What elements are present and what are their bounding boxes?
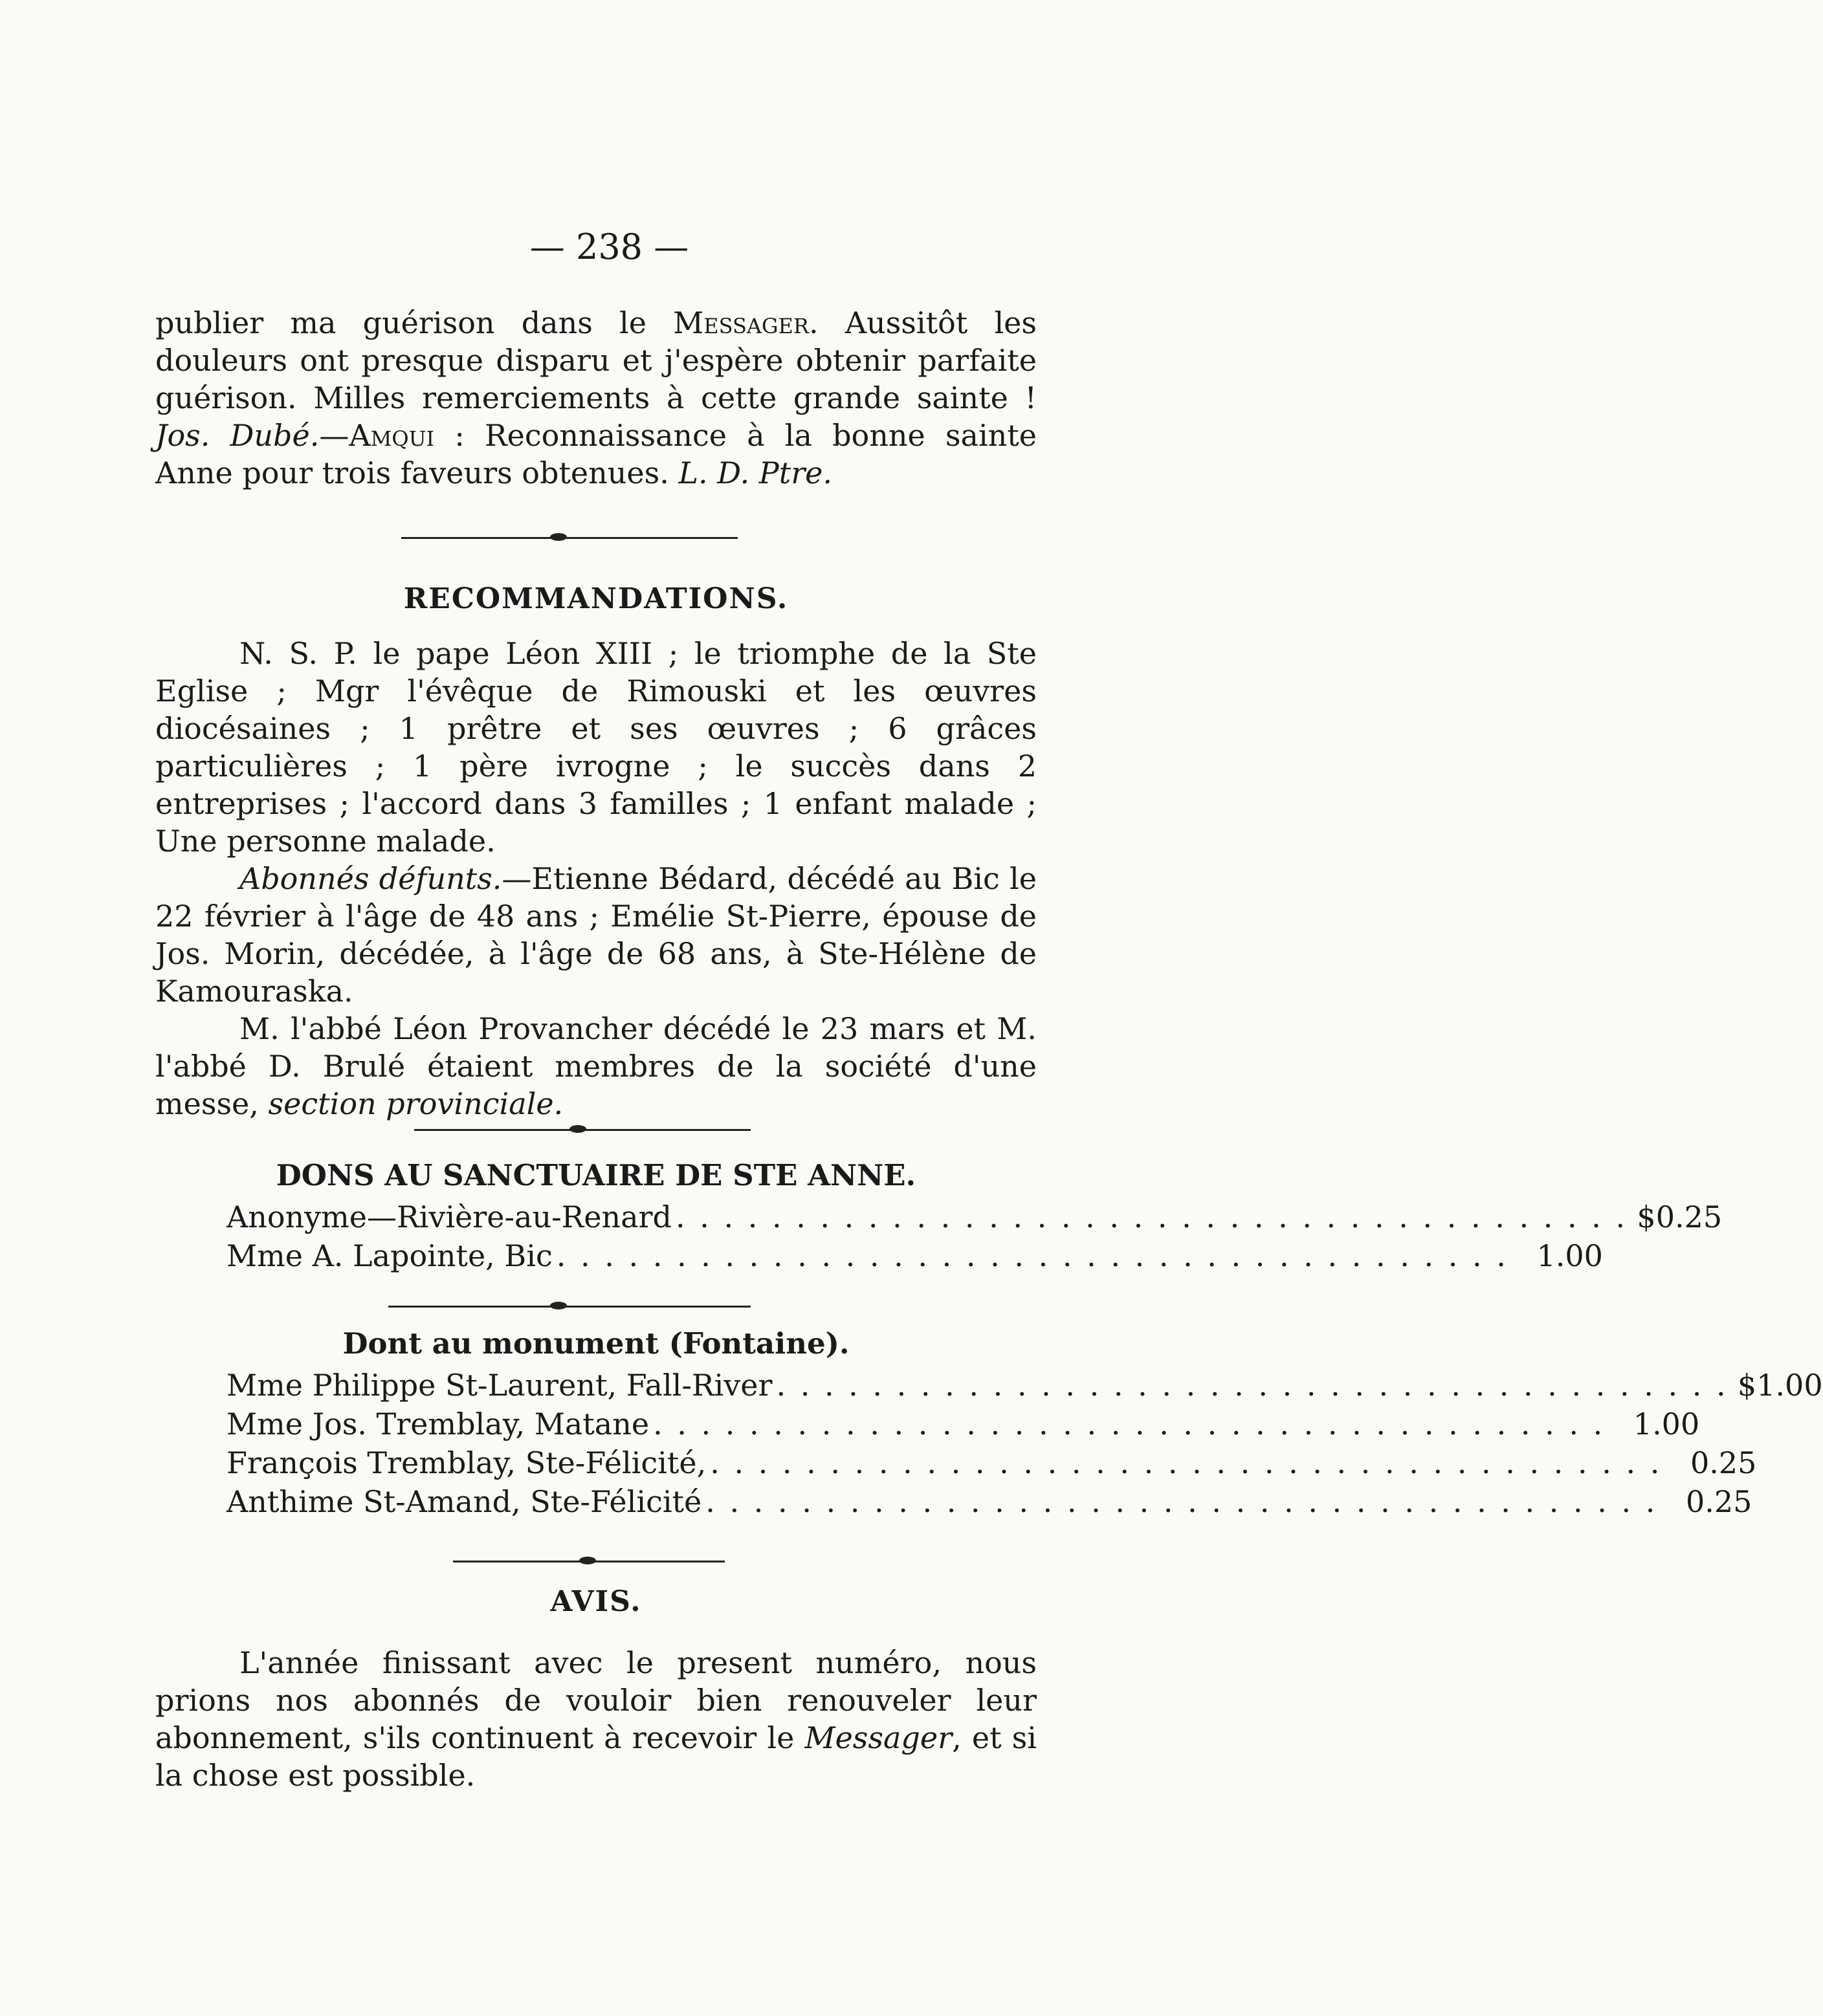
intro-signature-1: Jos. Dubé.	[155, 418, 320, 453]
intro-signature-2: L. D. Ptre.	[678, 455, 833, 490]
avis-text-2: , et si la chose est possible.	[155, 1720, 1037, 1793]
recommandations-title: RECOMMANDATIONS.	[403, 582, 789, 615]
intro-section	[155, 304, 1037, 492]
don-name: Anonyme—Rivière-au-Renard	[226, 1200, 672, 1234]
recommandations-paragraph-1: N. S. P. le pape Léon XIII ; le triomphe de la Ste Eglise ; Mgr l'évêque de Rimouski et les œuvres diocésaines ; 1 prêtre et ses œuvres ; 6 grâces particulières ; 1 père ivrogne ; le succès dans 2 entreprises ; l'accord dans 3 familles ; 1 enfant malade ; Une personne malade.	[155, 636, 1037, 859]
divider	[401, 537, 738, 539]
intro-text-2: . Aussitôt les douleurs ont presque disparu et j'espère obtenir parfaite guérison. Milles remerciements à cette grande sainte !	[155, 305, 1037, 415]
dot-leader: . . . . . . . . . . . . . . . . . . . . . . . . . . . . . . . . . . . . . . . .	[776, 1368, 1729, 1403]
abonnes-defunts-label: Abonnés défunts.	[239, 861, 502, 896]
monument-don-row	[226, 1482, 1752, 1521]
don-row	[226, 1236, 1603, 1275]
recommandations-section	[155, 582, 1037, 1123]
monument-don-row	[226, 1405, 1700, 1443]
dons-list	[226, 1198, 1723, 1275]
monument-don-row	[226, 1443, 1757, 1482]
section-provinciale: section provinciale.	[268, 1086, 564, 1121]
dot-leader: . . . . . . . . . . . . . . . . . . . . . . . . . . . . . . . . . . . . . . . .	[705, 1484, 1658, 1519]
recommandations-paragraph-3	[155, 1010, 1037, 1123]
don-amount: 1.00	[1536, 1238, 1603, 1273]
dot-leader: . . . . . . . . . . . . . . . . . . . . . . . . . . . . . . . . . . . . . . . .	[675, 1200, 1628, 1234]
monument-title: Dont au monument (Fontaine).	[342, 1326, 850, 1361]
monument-list	[226, 1366, 1823, 1521]
intro-text-3: —	[319, 418, 349, 453]
monument-don-amount: 1.00	[1633, 1407, 1700, 1441]
provancher-text: M. l'abbé Léon Provancher décédé le 23 mars et M. l'abbé D. Brulé étaient membres de la société d'une messe,	[155, 1011, 1037, 1121]
intro-text-1: publier ma guérison dans le	[155, 305, 674, 340]
dot-leader: . . . . . . . . . . . . . . . . . . . . . . . . . . . . . . . . . . . . . . . .	[653, 1407, 1606, 1441]
intro-place: Amqui	[349, 418, 435, 453]
monument-don-row	[226, 1366, 1823, 1405]
monument-don-name: François Tremblay, Ste-Félicité,	[226, 1445, 707, 1480]
divider	[414, 1129, 751, 1131]
monument-don-name: Mme Philippe St-Laurent, Fall-River	[226, 1368, 773, 1403]
avis-paragraph	[155, 1644, 1037, 1794]
avis-messager: Messager	[804, 1720, 953, 1755]
intro-text-4: : Reconnaissance à la bonne sainte Anne pour trois faveurs obtenues.	[155, 418, 1037, 490]
avis-text-1: L'année finissant avec le present numéro, nous prions nos abonnés de vouloir bien renouveler leur abonnement, s'ils continuent à recevoir le	[155, 1645, 1037, 1755]
dot-leader: . . . . . . . . . . . . . . . . . . . . . . . . . . . . . . . . . . . . . . . .	[556, 1238, 1508, 1273]
intro-messager: Messager	[673, 305, 810, 340]
dot-leader: . . . . . . . . . . . . . . . . . . . . . . . . . . . . . . . . . . . . . . . .	[710, 1445, 1663, 1480]
divider	[453, 1561, 725, 1562]
recommandations-paragraph-2	[155, 860, 1037, 1010]
avis-title: AVIS.	[550, 1585, 642, 1618]
dons-section	[155, 1158, 1723, 1275]
monument-don-amount: $1.00	[1737, 1368, 1823, 1403]
don-amount: $0.25	[1637, 1200, 1723, 1234]
don-name: Mme A. Lapointe, Bic	[226, 1238, 553, 1273]
intro-paragraph	[155, 304, 1037, 492]
dons-title: DONS AU SANCTUAIRE DE STE ANNE.	[276, 1158, 916, 1192]
avis-section	[155, 1585, 1037, 1794]
abonnes-defunts-text: —Etienne Bédard, décédé au Bic le 22 février à l'âge de 48 ans ; Emélie St-Pierre, épouse de Jos. Morin, décédée, à l'âge de 68 ans, à Ste-Hélène de Kamouraska.	[155, 861, 1037, 1009]
divider	[388, 1306, 751, 1308]
monument-don-amount: 0.25	[1690, 1445, 1757, 1480]
monument-section	[155, 1326, 1823, 1521]
monument-don-amount: 0.25	[1685, 1484, 1752, 1519]
monument-don-name: Mme Jos. Tremblay, Matane	[226, 1407, 650, 1441]
monument-don-name: Anthime St-Amand, Ste-Félicité	[226, 1484, 702, 1519]
page-number: — 238 —	[529, 226, 689, 267]
don-row	[226, 1198, 1723, 1236]
